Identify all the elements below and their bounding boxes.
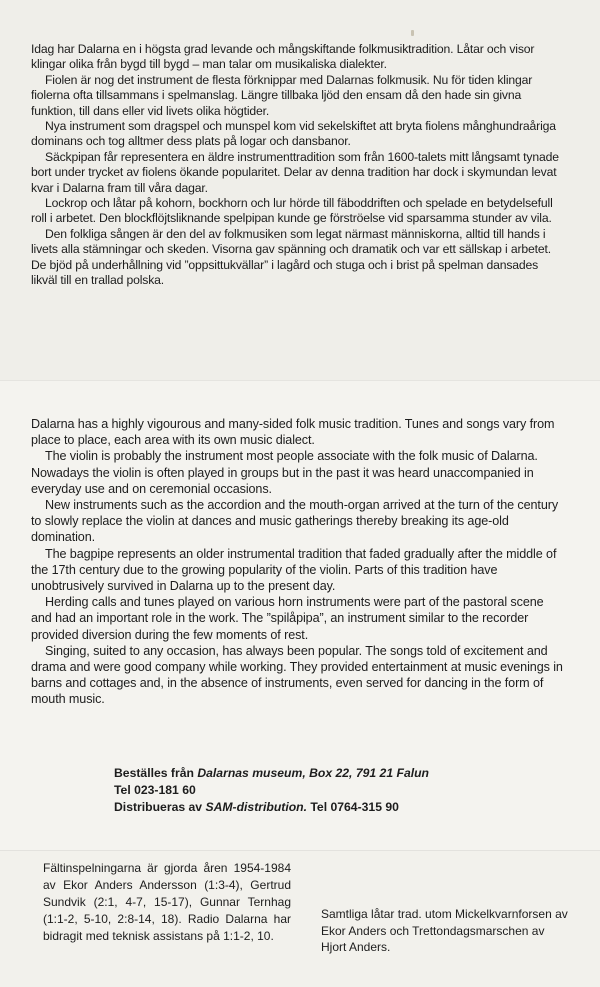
swedish-paragraph: Idag har Dalarna en i högsta grad levande och mångskiftande folkmusiktradition. Låtar och visor klingar olika från bygd till bygd – man talar om musikaliska dialekter. <box>31 42 535 72</box>
english-paragraph: Herding calls and tunes played on various horn instruments were part of the pastoral scene and had an important role in the work. The ”spilåpipa”, an instrument similar to the recorder provided diversion during the few moments of rest. <box>31 595 544 642</box>
english-paragraph: The violin is probably the instrument most people associate with the folk music of Dalarna. Nowadays the violin is often played in groups but in the past it was heard unaccompanied in everyday use and on ceremonial occasions. <box>31 449 538 496</box>
order-line-phone: Tel 023-181 60 <box>114 783 196 797</box>
english-text <box>31 416 567 708</box>
english-paragraph: The bagpipe represents an older instrumental tradition that faded gradually after the middle of the 17th century due to the growing popularity of the violin. Parts of this tradition have unobtrusively survived in Dalarna up to the present day. <box>31 546 557 594</box>
swedish-paragraph: Nya instrument som dragspel och munspel kom vid sekelskiftet att bryta fiolens månghundraåriga dominans och tog alltmer dess plats på logar och dansbanor. <box>31 119 556 149</box>
english-paragraph: New instruments such as the accordion and the mouth-organ arrived at the turn of the century to slowly replace the violin at dances and music gatherings thereby breaking its age-old domination. <box>31 498 559 545</box>
recording-credits: Fältinspelningarna är gjorda åren 1954-1984 av Ekor Anders Andersson (1:3-4), Gertrud Sundvik (2:1, 4-7, 15-17), Gunnar Ternhag (1:1-2, 5-10, 2:8-14, 18). Radio Dalarna har bidragit med teknisk assistans på 1:1-2, 10. <box>43 861 291 943</box>
swedish-paragraph: Fiolen är nog det instrument de flesta förknippar med Dalarnas folkmusik. Nu för tiden klingar fiolerna ofta tillsammans i spelmanslag. Längre tillbaka ljöd den ensam då den hade sin givna funktion, till dans eller vid livets olika högtider. <box>31 72 533 118</box>
fold-line <box>0 380 600 381</box>
order-line-museum: Beställes från Dalarnas museum, Box 22, 791 21 Falun <box>114 766 429 780</box>
print-speck <box>411 30 414 36</box>
english-paragraph: Singing, suited to any occasion, has always been popular. The songs told of excitement and drama and were good company while working. They provided entertainment at music evenings in barns and cottages and, in the absence of instruments, even served for dancing in the form of mouth music. <box>31 643 563 707</box>
order-info <box>114 765 574 816</box>
museum-address: Dalarnas museum, Box 22, 791 21 Falun <box>197 766 429 780</box>
swedish-text <box>31 42 567 289</box>
swedish-paragraph: Säckpipan får representera en äldre instrumenttradition som från 1600-talets mitt långsamt tynade bort under trycket av fiolens ökande popularitet. Delar av denna tradition har dock i skymundan levat kvar i Dalarna fram till våra dagar. <box>31 149 559 195</box>
distributor-name: SAM-distribution. <box>205 800 307 814</box>
swedish-paragraph: Den folkliga sången är den del av folkmusiken som legat närmast människorna, alltid till hands i livets alla stämningar och skeden. Visorna gav spänning och dramatik och var ett sällskap i arbetet. De bjöd på underhållning vid ”oppsittukvällar” i lagård och stuga och i brist på spelman dansades likväl till en trallad polska. <box>31 226 551 288</box>
fold-line <box>0 850 600 851</box>
order-line-distribution: Distribueras av SAM-distribution. Tel 0764-315 90 <box>114 800 399 814</box>
traditional-note: Samtliga låtar trad. utom Mickelkvarnforsen av Ekor Anders och Trettondagsmarschen av Hjort Anders. <box>321 907 568 954</box>
english-paragraph: Dalarna has a highly vigourous and many-sided folk music tradition. Tunes and songs vary from place to place, each area with its own music dialect. <box>31 417 555 448</box>
swedish-paragraph: Lockrop och låtar på kohorn, bockhorn och lur hörde till fäboddriften och spelade en betydelsefull roll i arbetet. Den blockflöjtsliknande spelpipan kunde ge förströelse vid sparsamma stunder av vila. <box>31 196 553 226</box>
